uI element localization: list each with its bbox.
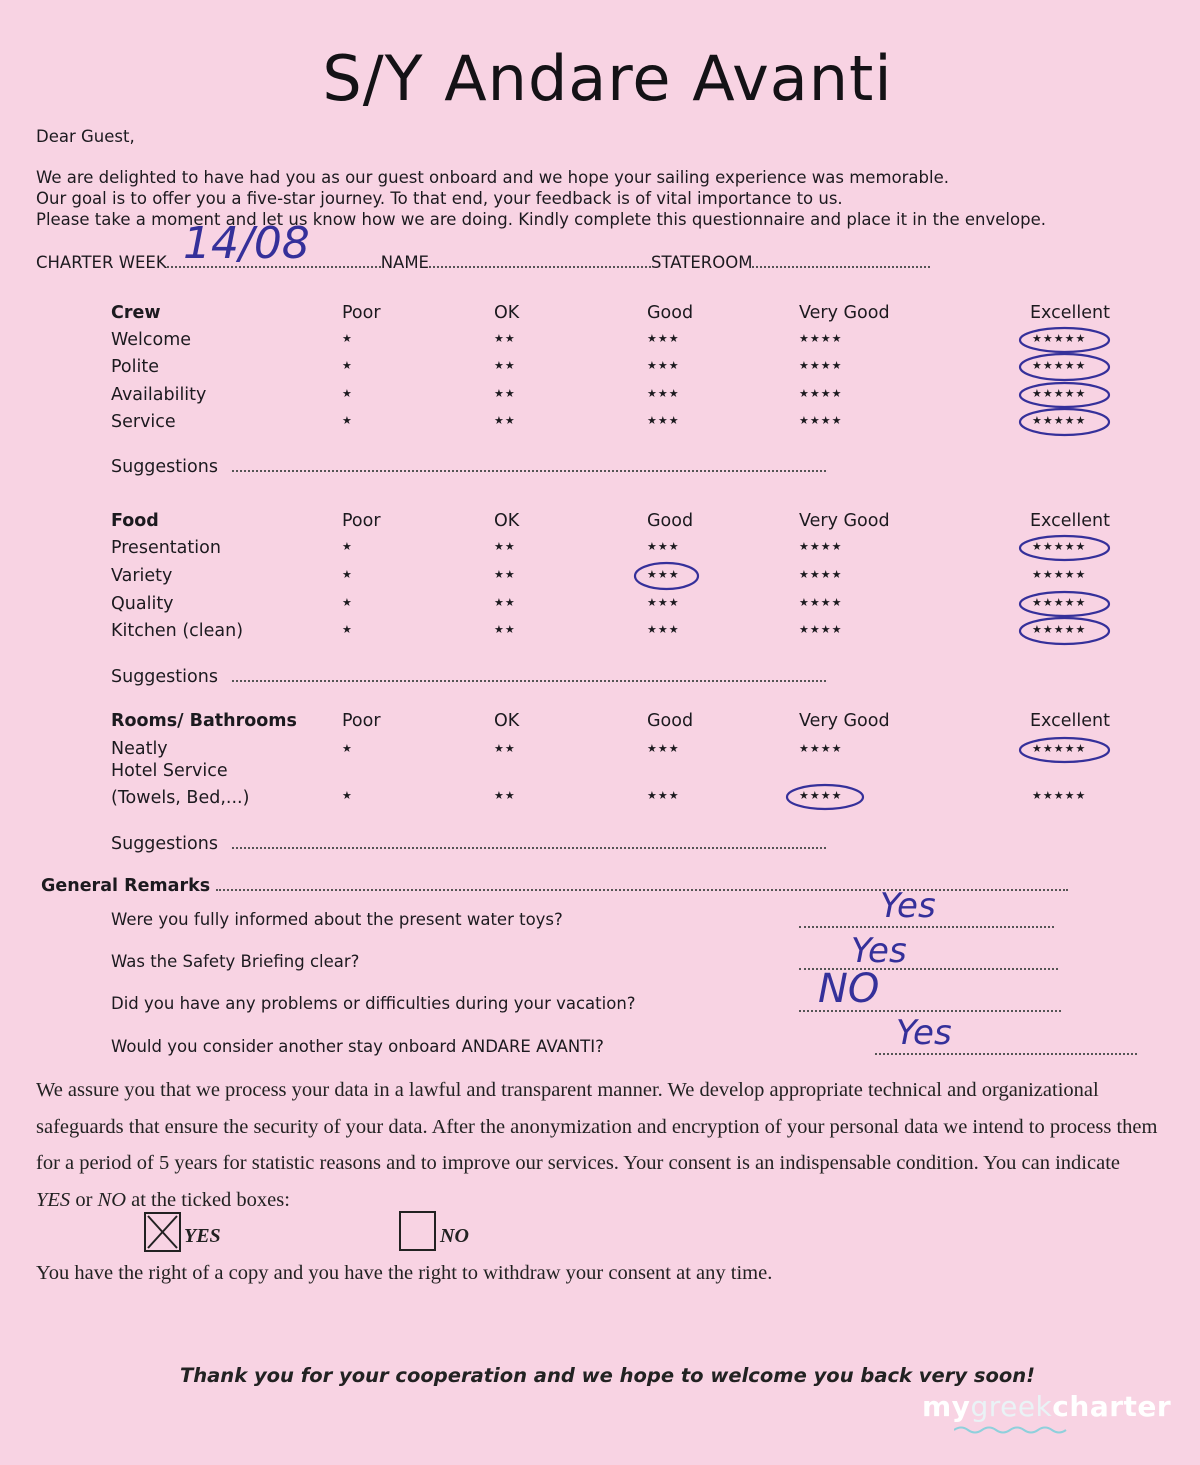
rating-star-option[interactable]: ★★★★	[799, 359, 843, 372]
rating-star-option[interactable]: ★	[342, 568, 353, 581]
rating-column-header: Good	[647, 511, 694, 531]
consent-yes-checkbox[interactable]	[144, 1212, 181, 1252]
closing-text: Thank you for your cooperation and we hope to welcome you back very soon!	[179, 1364, 1036, 1387]
greeting: Dear Guest,	[36, 127, 135, 146]
rating-column-header: Poor	[342, 303, 381, 323]
rating-star-option[interactable]: ★★★	[647, 623, 680, 636]
rating-star-option[interactable]: ★★★	[647, 596, 680, 609]
rating-row-label: Variety	[111, 566, 173, 586]
rating-star-option[interactable]: ★★★	[647, 387, 680, 400]
rating-column-header: OK	[494, 511, 520, 531]
intro-line-1: We are delighted to have had you as our guest onboard and we hope your sailing experience was memorable.	[36, 168, 949, 187]
rating-column-header: OK	[494, 711, 520, 731]
rating-star-option[interactable]: ★	[342, 387, 353, 400]
general-remarks-heading: General Remarks	[41, 876, 1068, 896]
rating-star-option[interactable]: ★★★★	[799, 596, 843, 609]
rating-row-label: Presentation	[111, 538, 221, 558]
rating-star-option[interactable]: ★★★★★	[1032, 623, 1087, 636]
rating-star-option[interactable]: ★★★★	[799, 742, 843, 755]
rating-column-header: Good	[647, 711, 694, 731]
rating-row-label: Welcome	[111, 330, 192, 350]
rating-star-option[interactable]: ★★★★	[799, 623, 843, 636]
intro-line-2: Our goal is to offer you a five-star journey. To that end, your feedback is of vital importance to us.	[36, 189, 843, 208]
rating-star-option[interactable]: ★	[342, 742, 353, 755]
remark-question: Were you fully informed about the present water toys?	[111, 910, 563, 929]
stateroom-label: STATEROOM	[650, 253, 753, 272]
consent-yes-label: YES	[184, 1225, 221, 1247]
rating-star-option[interactable]: ★★★	[647, 359, 680, 372]
rating-column-header: Very Good	[799, 303, 890, 323]
rating-star-option[interactable]: ★★★★★	[1032, 789, 1087, 802]
checkbox-cross-icon	[146, 1214, 179, 1250]
rating-row-label: Service	[111, 412, 176, 432]
rating-star-option[interactable]: ★★★★★	[1032, 359, 1087, 372]
rating-column-header: Excellent	[1030, 303, 1110, 323]
rating-row-label: Availability	[111, 385, 207, 405]
rating-star-option[interactable]: ★★★★★	[1032, 332, 1087, 345]
rating-star-option[interactable]: ★	[342, 359, 353, 372]
rating-row-label: Neatly	[111, 739, 168, 759]
rating-star-option[interactable]: ★★	[494, 540, 516, 553]
rating-star-option[interactable]: ★★★	[647, 568, 680, 581]
remark-question: Would you consider another stay onboard ANDARE AVANTI?	[111, 1037, 604, 1056]
rating-column-header: Very Good	[799, 511, 890, 531]
suggestions-label: Suggestions	[111, 834, 218, 854]
rating-star-option[interactable]: ★★★★	[799, 414, 843, 427]
rating-star-option[interactable]: ★★	[494, 332, 516, 345]
handwritten-answer: Yes	[851, 931, 907, 971]
rating-star-option[interactable]: ★★★★★	[1032, 568, 1087, 581]
handwritten-answer: NO	[818, 966, 880, 1012]
rating-star-option[interactable]: ★★	[494, 623, 516, 636]
charter-week-value: 14/08	[183, 218, 310, 269]
rating-column-header: Good	[647, 303, 694, 323]
rating-star-option[interactable]: ★★★★★	[1032, 414, 1087, 427]
rating-column-header: Very Good	[799, 711, 890, 731]
rating-star-option[interactable]: ★★	[494, 359, 516, 372]
rating-row-label: Hotel Service	[111, 761, 228, 781]
rating-row-label: Kitchen (clean)	[111, 621, 244, 641]
consent-no-label: NO	[440, 1225, 469, 1247]
rating-row-label: (Towels, Bed,...)	[111, 788, 250, 808]
rating-row-label: Quality	[111, 594, 174, 614]
rating-star-option[interactable]: ★	[342, 332, 353, 345]
rating-star-option[interactable]: ★★★★	[799, 387, 843, 400]
rating-star-option[interactable]: ★★★	[647, 789, 680, 802]
suggestions-label: Suggestions	[111, 667, 218, 687]
rating-row-label: Polite	[111, 357, 159, 377]
suggestions-label: Suggestions	[111, 457, 218, 477]
rating-star-option[interactable]: ★★	[494, 789, 516, 802]
remark-question: Was the Safety Briefing clear?	[111, 952, 360, 971]
rating-star-option[interactable]: ★★★★	[799, 540, 843, 553]
rating-star-option[interactable]: ★★★	[647, 332, 680, 345]
rating-star-option[interactable]: ★★★	[647, 742, 680, 755]
rating-star-option[interactable]: ★★	[494, 414, 516, 427]
privacy-rights: You have the right of a copy and you have the right to withdraw your consent at any time.	[36, 1262, 773, 1284]
charter-week-label: CHARTER WEEK	[36, 253, 167, 272]
rating-star-option[interactable]: ★	[342, 789, 353, 802]
consent-no-checkbox[interactable]	[399, 1211, 436, 1251]
rating-star-option[interactable]: ★	[342, 540, 353, 553]
rating-star-option[interactable]: ★★	[494, 387, 516, 400]
rating-star-option[interactable]: ★★★★★	[1032, 387, 1087, 400]
section-header: Food	[111, 511, 159, 531]
rating-star-option[interactable]: ★	[342, 623, 353, 636]
privacy-line-1: We assure you that we process your data in a lawful and transparent manner. We develop appropriate technical and organizational	[36, 1079, 1099, 1101]
handwritten-answer: Yes	[880, 886, 936, 926]
handwritten-answer: Yes	[896, 1013, 952, 1053]
rating-star-option[interactable]: ★	[342, 414, 353, 427]
section-header: Crew	[111, 303, 161, 323]
mygreekcharter-logo: mygreekcharter	[922, 1390, 1172, 1423]
rating-star-option[interactable]: ★★★★★	[1032, 742, 1087, 755]
privacy-line-2: safeguards that ensure the security of your data. After the anonymization and encryption of your personal data we intend to process them	[36, 1116, 1158, 1138]
logo-wave-icon	[954, 1425, 1074, 1435]
remark-question: Did you have any problems or difficulties during your vacation?	[111, 994, 636, 1013]
name-label: NAME	[380, 253, 429, 272]
rating-column-header: Excellent	[1030, 511, 1110, 531]
rating-column-header: Excellent	[1030, 711, 1110, 731]
suggestions-field[interactable]	[111, 834, 826, 854]
document-title: S/Y Andare Avanti	[322, 42, 893, 115]
rating-star-option[interactable]: ★★★★	[799, 568, 843, 581]
intro-line-3: Please take a moment and let us know how we are doing. Kindly complete this questionnaire and place it in the envelope.	[36, 210, 1046, 229]
suggestions-field[interactable]	[111, 457, 826, 477]
privacy-line-4: YES or NO at the ticked boxes:	[36, 1189, 290, 1211]
rating-star-option[interactable]: ★★	[494, 596, 516, 609]
rating-star-option[interactable]: ★★★★★	[1032, 540, 1087, 553]
rating-star-option[interactable]: ★★★	[647, 414, 680, 427]
suggestions-field[interactable]	[111, 667, 826, 687]
rating-star-option[interactable]: ★	[342, 596, 353, 609]
rating-column-header: OK	[494, 303, 520, 323]
rating-star-option[interactable]: ★★★	[647, 540, 680, 553]
privacy-line-3: for a period of 5 years for statistic reasons and to improve our services. Your consent is an indispensable condition. You can indicate	[36, 1152, 1120, 1174]
rating-star-option[interactable]: ★★★★	[799, 789, 843, 802]
rating-column-header: Poor	[342, 511, 381, 531]
charter-week-field[interactable]	[36, 253, 930, 272]
section-header: Rooms/ Bathrooms	[111, 711, 297, 731]
rating-star-option[interactable]: ★★	[494, 742, 516, 755]
rating-star-option[interactable]: ★★★★★	[1032, 596, 1087, 609]
rating-star-option[interactable]: ★★★★	[799, 332, 843, 345]
rating-column-header: Poor	[342, 711, 381, 731]
rating-star-option[interactable]: ★★	[494, 568, 516, 581]
